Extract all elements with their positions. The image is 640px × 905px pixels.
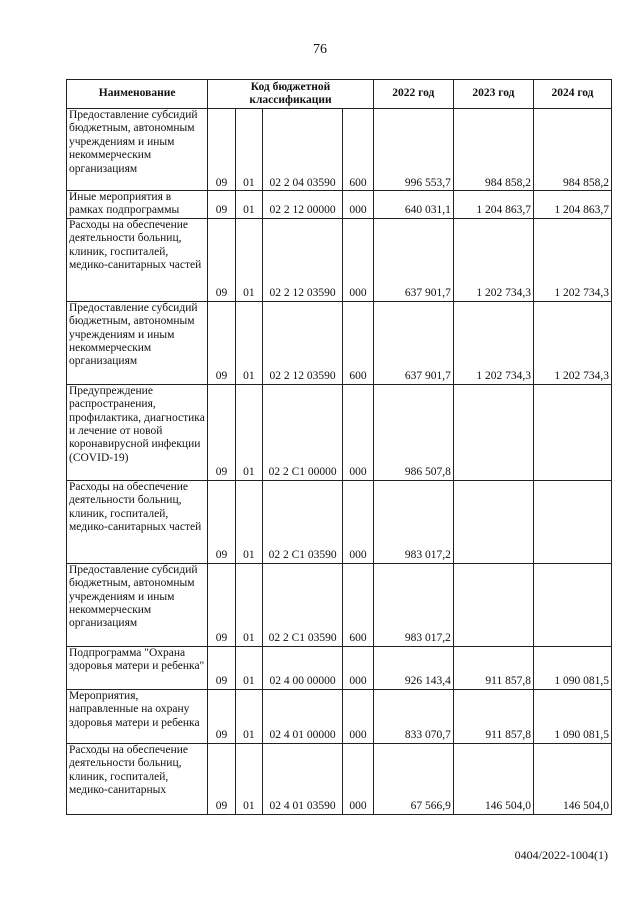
section-code: 09: [208, 384, 235, 480]
target-article-code: 02 2 12 00000: [263, 191, 343, 219]
section-code: 09: [208, 743, 235, 814]
table-row: [67, 191, 612, 219]
target-article-code: 02 2 С1 00000: [263, 384, 343, 480]
table-row: [67, 563, 612, 646]
value-2024: 1 204 863,7: [533, 191, 611, 219]
table-row: [67, 646, 612, 689]
value-2022: 983 017,2: [373, 563, 453, 646]
value-2023: 1 204 863,7: [453, 191, 533, 219]
target-article-code: 02 4 01 03590: [263, 743, 343, 814]
table-row: [67, 384, 612, 480]
value-2024: 1 090 081,5: [533, 689, 611, 743]
value-2023: 911 857,8: [453, 646, 533, 689]
row-name: Предоставление субсидий бюджетным, автономным учреждениям и иным некоммерческим организациям: [67, 109, 208, 191]
value-2024: 1 202 734,3: [533, 301, 611, 384]
subsection-code: 01: [235, 218, 262, 301]
subsection-code: 01: [235, 689, 262, 743]
section-code: 09: [208, 646, 235, 689]
value-2024: 146 504,0: [533, 743, 611, 814]
section-code: 09: [208, 218, 235, 301]
subsection-code: 01: [235, 301, 262, 384]
value-2024: [533, 480, 611, 563]
value-2023: 1 202 734,3: [453, 218, 533, 301]
document-id: 0404/2022-1004(1): [514, 848, 608, 862]
table-row: [67, 689, 612, 743]
value-2022: 67 566,9: [373, 743, 453, 814]
subsection-code: 01: [235, 646, 262, 689]
section-code: 09: [208, 301, 235, 384]
row-name: Расходы на обеспечение деятельности больниц, клиник, госпиталей, медико-санитарных частей: [67, 480, 208, 563]
header-name: Наименование: [67, 80, 208, 109]
table-row: [67, 218, 612, 301]
value-2024: 984 858,2: [533, 109, 611, 191]
target-article-code: 02 2 С1 03590: [263, 480, 343, 563]
target-article-code: 02 2 04 03590: [263, 109, 343, 191]
subsection-code: 01: [235, 480, 262, 563]
table-row: [67, 301, 612, 384]
expense-type-code: 000: [343, 218, 374, 301]
value-2022: 996 553,7: [373, 109, 453, 191]
value-2023: 146 504,0: [453, 743, 533, 814]
value-2022: 986 507,8: [373, 384, 453, 480]
row-name: Расходы на обеспечение деятельности больниц, клиник, госпиталей, медико-санитарных частей: [67, 218, 208, 301]
value-2024: [533, 563, 611, 646]
row-name: Предупреждение распространения, профилактика, диагностика и лечение от новой коронавирусной инфекции (COVID-19): [67, 384, 208, 480]
header-2023: 2023 год: [453, 80, 533, 109]
section-code: 09: [208, 191, 235, 219]
value-2022: 926 143,4: [373, 646, 453, 689]
expense-type-code: 000: [343, 191, 374, 219]
value-2023: [453, 563, 533, 646]
header-2024: 2024 год: [533, 80, 611, 109]
expense-type-code: 000: [343, 646, 374, 689]
value-2023: 984 858,2: [453, 109, 533, 191]
value-2022: 833 070,7: [373, 689, 453, 743]
row-name: Расходы на обеспечение деятельности больниц, клиник, госпиталей, медико-санитарных: [67, 743, 208, 814]
expense-type-code: 600: [343, 109, 374, 191]
expense-type-code: 600: [343, 301, 374, 384]
page-number: 76: [313, 42, 327, 57]
target-article-code: 02 2 12 03590: [263, 218, 343, 301]
value-2022: 637 901,7: [373, 301, 453, 384]
table-row: [67, 109, 612, 191]
section-code: 09: [208, 689, 235, 743]
row-name: Мероприятия, направленные на охрану здоровья матери и ребенка: [67, 689, 208, 743]
header-2022: 2022 год: [373, 80, 453, 109]
header-row: [67, 80, 612, 109]
subsection-code: 01: [235, 384, 262, 480]
subsection-code: 01: [235, 109, 262, 191]
subsection-code: 01: [235, 563, 262, 646]
row-name: Предоставление субсидий бюджетным, автономным учреждениям и иным некоммерческим организациям: [67, 301, 208, 384]
row-name: Иные мероприятия в рамках подпрограммы: [67, 191, 208, 219]
section-code: 09: [208, 480, 235, 563]
value-2023: 911 857,8: [453, 689, 533, 743]
target-article-code: 02 4 01 00000: [263, 689, 343, 743]
section-code: 09: [208, 563, 235, 646]
value-2023: [453, 480, 533, 563]
value-2023: [453, 384, 533, 480]
header-code: Код бюджетной классификации: [208, 80, 374, 109]
target-article-code: 02 2 12 03590: [263, 301, 343, 384]
table-row: [67, 743, 612, 814]
value-2024: 1 202 734,3: [533, 218, 611, 301]
target-article-code: 02 2 С1 03590: [263, 563, 343, 646]
subsection-code: 01: [235, 743, 262, 814]
target-article-code: 02 4 00 00000: [263, 646, 343, 689]
value-2022: 637 901,7: [373, 218, 453, 301]
expense-type-code: 000: [343, 689, 374, 743]
budget-table: [66, 79, 612, 815]
value-2022: 640 031,1: [373, 191, 453, 219]
expense-type-code: 600: [343, 563, 374, 646]
expense-type-code: 000: [343, 480, 374, 563]
table-row: [67, 480, 612, 563]
row-name: Подпрограмма "Охрана здоровья матери и ребенка": [67, 646, 208, 689]
expense-type-code: 000: [343, 384, 374, 480]
subsection-code: 01: [235, 191, 262, 219]
row-name: Предоставление субсидий бюджетным, автономным учреждениям и иным некоммерческим организациям: [67, 563, 208, 646]
value-2024: 1 090 081,5: [533, 646, 611, 689]
value-2024: [533, 384, 611, 480]
expense-type-code: 000: [343, 743, 374, 814]
value-2023: 1 202 734,3: [453, 301, 533, 384]
value-2022: 983 017,2: [373, 480, 453, 563]
section-code: 09: [208, 109, 235, 191]
